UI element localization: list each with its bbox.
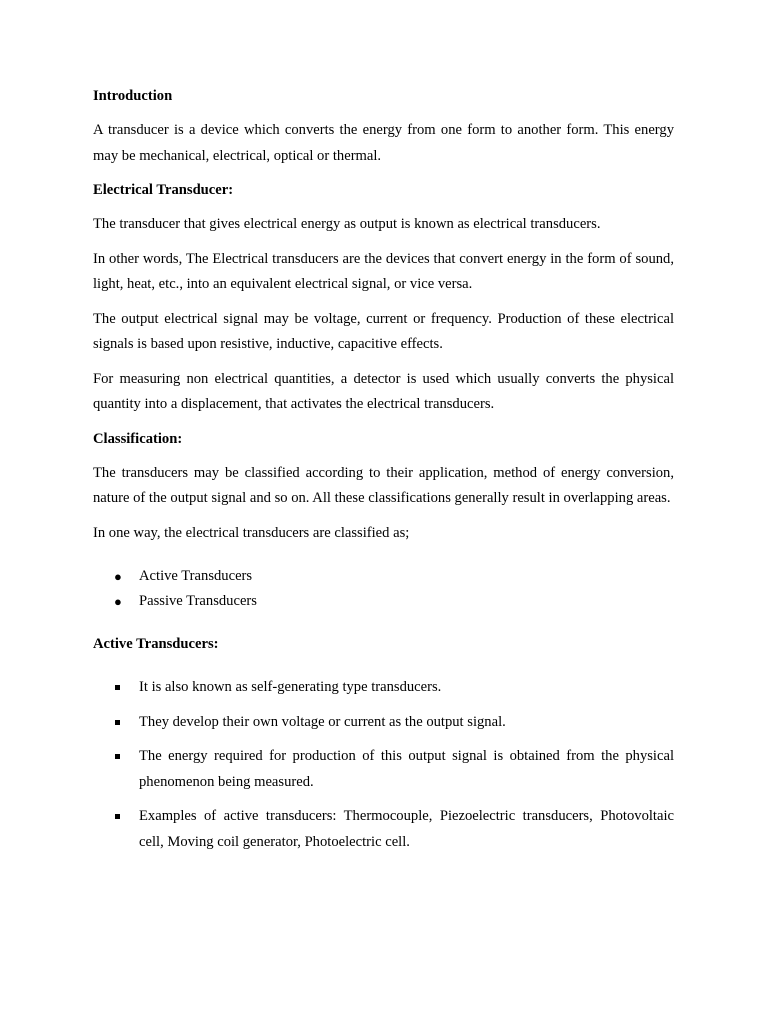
paragraph-classification-2: In one way, the electrical transducers are classified as; xyxy=(93,524,410,541)
heading-electrical-transducer: Electrical Transducer: xyxy=(93,182,234,198)
heading-introduction: Introduction xyxy=(93,88,173,104)
list-item xyxy=(93,675,674,701)
list-item xyxy=(93,804,674,855)
list-item-text: They develop their own voltage or current as the output signal. xyxy=(139,713,506,730)
square-bullet-icon xyxy=(115,754,120,759)
paragraph-introduction: A transducer is a device which converts the energy from one form to another form. This energy may be mechanical, electrical, optical or thermal. xyxy=(93,122,674,164)
active-transducer-list xyxy=(93,675,674,855)
heading-classification: Classification: xyxy=(93,430,183,447)
list-item-text: Examples of active transducers: Thermocouple, Piezoelectric transducers, Photovoltaic cell, Moving coil generator, Photoelectric cell. xyxy=(139,808,674,850)
classification-list xyxy=(93,564,674,614)
square-bullet-icon xyxy=(115,814,120,819)
document-page xyxy=(93,84,674,855)
list-item-text: It is also known as self-generating type transducers. xyxy=(139,679,442,695)
bullet-icon: ● xyxy=(114,594,122,609)
list-item-text: The energy required for production of this output signal is obtained from the physical phenomenon being measured. xyxy=(139,748,674,790)
list-item-text: Passive Transducers xyxy=(139,593,257,609)
list-item xyxy=(93,564,674,589)
paragraph-classification-1: The transducers may be classified according to their application, method of energy conversion, nature of the output signal and so on. All these classifications generally result in overlapping areas. xyxy=(93,464,674,506)
square-bullet-icon xyxy=(115,685,120,690)
list-item-text: Active Transducers xyxy=(139,568,253,584)
heading-active-transducers: Active Transducers: xyxy=(93,636,219,652)
list-item xyxy=(93,589,674,614)
paragraph-electrical-4: For measuring non electrical quantities, a detector is used which usually converts the physical quantity into a displacement, that activates the electrical transducers. xyxy=(93,370,674,412)
list-item xyxy=(93,744,674,795)
paragraph-electrical-2: In other words, The Electrical transducers are the devices that convert energy in the form of sound, light, heat, etc., into an equivalent electrical signal, or vice versa. xyxy=(93,250,674,292)
list-item xyxy=(93,710,674,736)
square-bullet-icon xyxy=(115,720,120,725)
paragraph-electrical-1: The transducer that gives electrical energy as output is known as electrical transducers. xyxy=(93,216,601,232)
paragraph-electrical-3: The output electrical signal may be voltage, current or frequency. Production of these electrical signals is based upon resistive, inductive, capacitive effects. xyxy=(93,310,674,352)
bullet-icon: ● xyxy=(114,569,122,584)
